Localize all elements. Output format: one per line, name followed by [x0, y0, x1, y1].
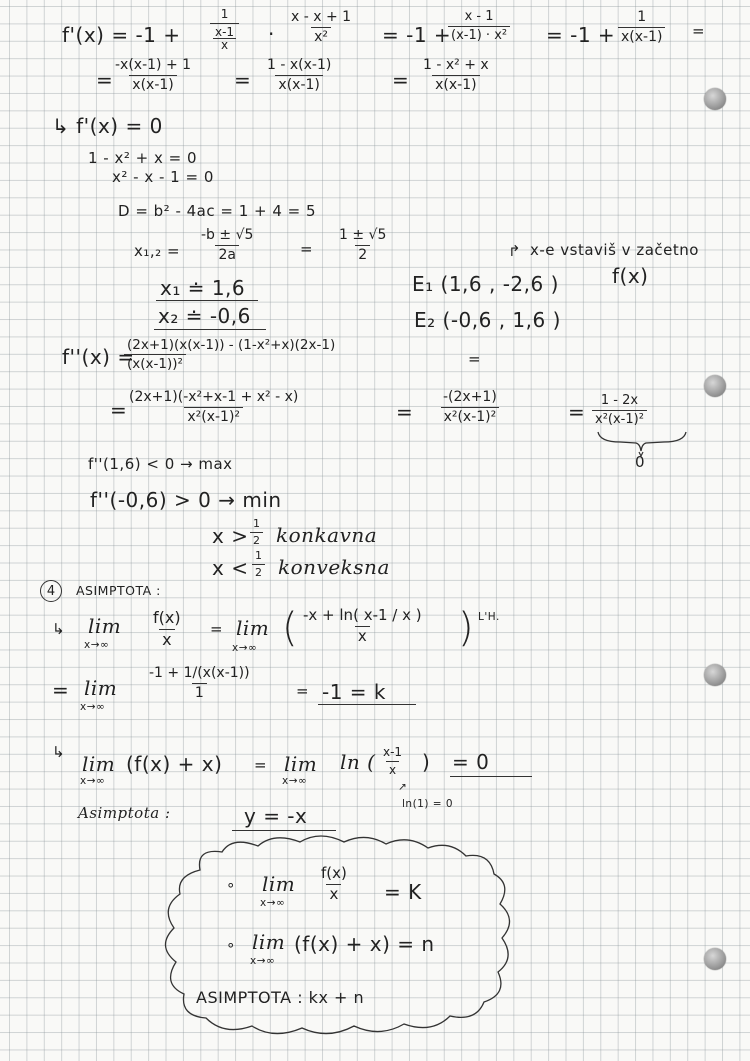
lim-word: lim — [84, 676, 118, 700]
lim-sub: x→∞ — [232, 642, 258, 654]
k-result: -1 = k — [322, 680, 386, 704]
fraction: $\frac{x-1}{x}$ — [383, 745, 403, 777]
stationary-heading: ↳ f'(x) = 0 — [52, 114, 163, 138]
bullet: ∘ — [226, 876, 236, 894]
extremum-e1: E₁ (1,6 , -2,6 ) — [412, 272, 559, 296]
convex-word: konveksna — [278, 555, 390, 579]
lim-sub: x→∞ — [250, 955, 276, 967]
fraction: $\frac{f(x)}{x}$ — [153, 608, 181, 649]
root-x1: x₁ ≐ 1,6 — [160, 276, 246, 300]
paren: ( — [282, 605, 299, 651]
operator: = — [468, 350, 482, 368]
asymptote-label: Asimptota : — [78, 804, 171, 822]
ln-note-arrow: ↗ — [398, 781, 408, 793]
min-test: f''(-0,6) > 0 → min — [90, 488, 282, 512]
lim-word: lim — [252, 930, 286, 954]
fraction: $\frac{x - 1}{\text{(x-1) · x²}}$ — [448, 10, 510, 42]
arrow: ↳ — [52, 620, 66, 638]
bullet: ∘ — [226, 936, 236, 954]
operator: = — [692, 22, 706, 40]
lhopital-note: L'H. — [478, 611, 500, 623]
fraction: $\frac{\text{1 - x² + x}}{x(x-1)}$ — [423, 57, 489, 93]
operator: = — [234, 68, 252, 92]
fraction: $\frac{-1 + 1/(x(x-1))}{1}$ — [149, 665, 250, 701]
equation: 1 - x² + x = 0 — [88, 149, 198, 167]
fraction: $\frac{-x + \ln( x-1 / x )}{x}$ — [303, 606, 422, 645]
equation: x² - x - 1 = 0 — [112, 168, 214, 186]
fraction: $\frac{1 - 2x}{\text{x²(x-1)²}}$ — [592, 394, 647, 426]
fraction: $\frac{1 \pm √5}{2}$ — [339, 227, 387, 263]
roots-label: x₁,₂ = — [134, 242, 181, 260]
note-text: x-e vstaviš v začetno — [530, 241, 699, 259]
extremum-e2: E₂ (-0,6 , 1,6 ) — [414, 308, 561, 332]
fraction: $\frac{1}{2}$ — [250, 518, 263, 546]
operator: = — [392, 68, 410, 92]
max-test: f''(1,6) < 0 → max — [88, 455, 233, 473]
derivative-lhs: f'(x) = -1 + — [62, 23, 181, 47]
k-def: = K — [384, 880, 422, 904]
operator: = — [96, 68, 114, 92]
section-title: ASIMPTOTA : — [76, 583, 161, 598]
note-f: f(x) — [612, 264, 649, 288]
operator: = — [254, 756, 268, 774]
operator: = — [210, 620, 224, 638]
summary-formula: ASIMPTOTA : kx + n — [196, 988, 365, 1007]
paren: ) — [458, 605, 475, 651]
operator: = — [300, 240, 314, 258]
note-arrow: ↱ — [508, 242, 522, 260]
operator: = — [396, 400, 414, 424]
fraction: $\frac{-x(x-1) + 1}{x(x-1)}$ — [115, 57, 192, 93]
operator: = — [110, 398, 128, 422]
fraction: $\frac{x - x + 1}{\text{x²}}$ — [291, 9, 352, 45]
lim-sub: x→∞ — [260, 897, 286, 909]
operator: · — [268, 22, 275, 46]
fraction: $\frac{\text{(2x+1)(-x²+x-1 + x² - x)}}{\text{x²(x-1)²}}$ — [129, 389, 299, 425]
n-expression: (f(x) + x) — [126, 752, 223, 776]
root-x2: x₂ ≐ -0,6 — [158, 304, 251, 328]
lim-sub: x→∞ — [282, 775, 308, 787]
fraction: 1 x-1 x — [210, 8, 239, 51]
lim-word: lim — [236, 616, 270, 640]
fraction: $\frac{-b \pm √5}{2a}$ — [201, 227, 254, 263]
ln-open: ln ( — [340, 750, 376, 774]
lim-sub: x→∞ — [84, 639, 110, 651]
underbrace-value: 0 — [635, 453, 646, 471]
convex-pre: x < — [212, 556, 249, 580]
second-derivative-lhs: f''(x) = — [62, 345, 135, 369]
fraction: $\frac{\text{(2x+1)(x(x-1)) - (1-x²+x)(2x-1)}}{\text{(x(x-1))²}}$ — [124, 338, 338, 371]
operator: = — [568, 400, 586, 424]
fraction: $\frac{1}{2}$ — [252, 550, 265, 578]
ln-close: ) — [422, 750, 431, 774]
section-number: 4 — [40, 580, 62, 602]
fraction: $\frac{f(x)}{x}$ — [321, 864, 347, 903]
lim-word: lim — [262, 872, 296, 896]
operator: = -1 + — [382, 23, 452, 47]
concave-word: konkavna — [276, 523, 378, 547]
n-def: (f(x) + x) = n — [294, 932, 435, 956]
n-result: = 0 — [452, 750, 490, 774]
discriminant: D = b² - 4ac = 1 + 4 = 5 — [118, 202, 317, 220]
lim-sub: x→∞ — [80, 775, 106, 787]
fraction: $\frac{1}{x(x-1)}$ — [618, 10, 665, 44]
ln-note: ln(1) = 0 — [402, 798, 454, 810]
lim-word: lim — [82, 752, 116, 776]
arrow: ↳ — [52, 743, 66, 761]
lim-word: lim — [284, 752, 318, 776]
operator: = — [52, 678, 70, 702]
fraction: $\frac{-(2x+1)}{\text{x²(x-1)²}}$ — [440, 390, 500, 424]
concave-pre: x > — [212, 524, 249, 548]
asymptote-equation: y = -x — [244, 804, 308, 828]
lim-word: lim — [88, 614, 122, 638]
lim-sub: x→∞ — [80, 701, 106, 713]
fraction: $\frac{1 - x(x-1)}{x(x-1)}$ — [267, 57, 332, 93]
operator: = — [296, 682, 310, 700]
operator: = -1 + — [546, 23, 616, 47]
